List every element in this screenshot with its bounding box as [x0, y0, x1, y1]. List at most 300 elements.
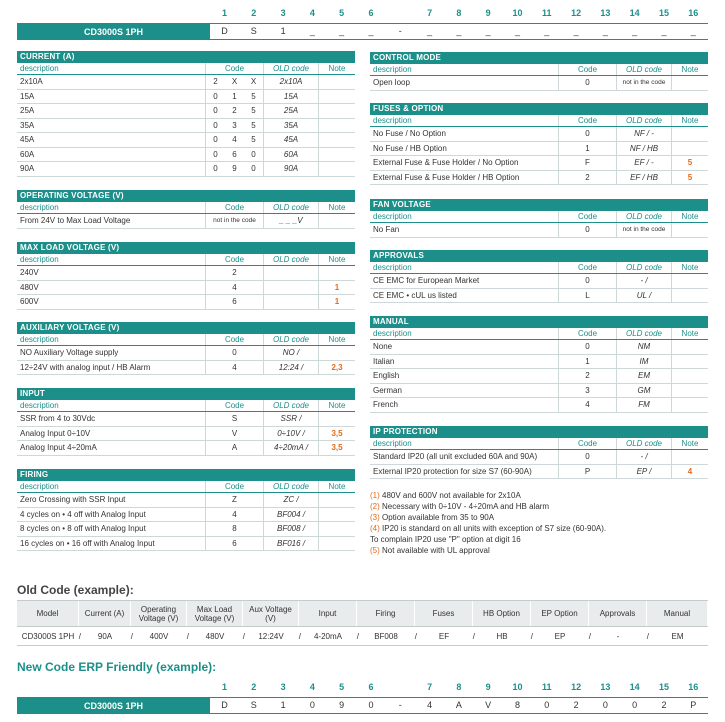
- row-code: 0: [205, 346, 263, 360]
- section-control-mode: [370, 52, 708, 91]
- row-old-code: 12:24 /: [263, 361, 318, 375]
- row-description: No Fuse / No Option: [373, 129, 446, 138]
- row-old-code: EP /: [616, 465, 671, 479]
- row-old-code: - /: [616, 274, 671, 288]
- code-cells: [210, 23, 708, 40]
- row-old-code: NF / -: [616, 127, 671, 141]
- code-cell: _: [661, 26, 667, 36]
- column-header-row: [370, 115, 708, 127]
- row-old-code: IM: [616, 355, 671, 369]
- digit-number: 6: [368, 8, 374, 18]
- old-code-value: [243, 627, 299, 645]
- col-old-code: OLD code: [263, 400, 318, 411]
- digit-number: 13: [600, 682, 611, 692]
- code-cell: V: [485, 700, 492, 710]
- code-cell: _: [544, 26, 550, 36]
- column-header-row: [370, 328, 708, 340]
- row-note: 3,5: [318, 441, 355, 455]
- row-code-digit: 6: [232, 149, 237, 159]
- row-old-code: not in the code: [616, 76, 671, 90]
- section-title: APPROVALS: [370, 250, 708, 262]
- row-description: 2x10A: [20, 77, 43, 86]
- separator-slash: /: [472, 631, 475, 641]
- old-code-header: Max Load Voltage (V): [187, 601, 243, 626]
- row-old-code: 0÷10V /: [263, 427, 318, 441]
- footnote-number: (5): [370, 546, 380, 555]
- col-note: Note: [318, 63, 355, 74]
- row-description: From 24V to Max Load Voltage: [20, 216, 131, 225]
- row-code: 0: [558, 274, 616, 288]
- row-code: 0: [558, 450, 616, 464]
- column-header-row: [17, 63, 355, 75]
- col-note: Note: [318, 254, 355, 265]
- row-code: 6: [205, 537, 263, 551]
- row-description: 16 cycles on • 16 off with Analog Input: [20, 538, 155, 548]
- col-note: Note: [318, 334, 355, 345]
- digit-number: 2: [251, 682, 257, 692]
- row-code-digit: 1: [232, 91, 237, 101]
- row-code: 1: [558, 355, 616, 369]
- row-old-code: not in the code: [616, 223, 671, 237]
- footnote: [370, 501, 710, 512]
- row-note: 2,3: [318, 361, 355, 375]
- footnote-text: IP20 is standard on all units with exception of S7 size (60-90A).: [382, 524, 607, 533]
- code-cell: 0: [309, 700, 315, 710]
- old-code-value-text: HB: [496, 631, 508, 641]
- footnotes: [370, 490, 710, 556]
- row-code: P: [558, 465, 616, 479]
- digit-number: 16: [688, 8, 699, 18]
- code-cell: _: [573, 26, 579, 36]
- row-description: 240V: [20, 268, 39, 277]
- row-note: [671, 355, 708, 369]
- row-note: [671, 127, 708, 141]
- code-cell: 2: [573, 700, 579, 710]
- col-code: Code: [205, 202, 263, 213]
- column-header-row: [17, 254, 355, 266]
- column-header-row: [370, 262, 708, 274]
- row-note: [671, 450, 708, 464]
- col-code: Code: [558, 438, 616, 449]
- row-old-code: - /: [616, 450, 671, 464]
- table-row: [370, 340, 708, 355]
- old-code-header: Manual: [647, 601, 708, 626]
- table-row: [17, 427, 355, 442]
- section-title: MANUAL: [370, 316, 708, 328]
- digit-number: 2: [251, 8, 257, 18]
- footnote-number: (1): [370, 491, 380, 500]
- footnote: [370, 512, 710, 523]
- row-code: [205, 104, 263, 118]
- section-firing: [17, 469, 355, 551]
- row-code: 1: [558, 142, 616, 156]
- code-cell: _: [427, 26, 433, 36]
- col-note: Note: [318, 202, 355, 213]
- row-note: [318, 266, 355, 280]
- footnote: [370, 545, 710, 556]
- footnote-text: Option available from 35 to 90A: [382, 513, 495, 522]
- row-note: [318, 104, 355, 118]
- code-cell: S: [250, 26, 257, 36]
- code-cell: _: [690, 26, 696, 36]
- table-row: [17, 266, 355, 281]
- code-cell: D: [221, 700, 228, 710]
- row-code-digit: X: [250, 77, 257, 86]
- digit-number: 8: [456, 8, 462, 18]
- code-cell: 0: [602, 700, 608, 710]
- row-old-code: NM: [616, 340, 671, 354]
- row-old-code: GM: [616, 384, 671, 398]
- separator-slash: /: [242, 631, 245, 641]
- table-row: [370, 274, 708, 289]
- digit-number: 3: [280, 8, 286, 18]
- row-code: [205, 133, 263, 147]
- col-old-code: OLD code: [616, 262, 671, 273]
- digit-number: 9: [485, 8, 491, 18]
- col-note: Note: [671, 328, 708, 339]
- row-note: [671, 369, 708, 383]
- row-old-code: EF / HB: [616, 171, 671, 185]
- row-code-digit: 3: [232, 120, 237, 130]
- row-old-code: BF016 /: [263, 537, 318, 551]
- row-code-digit: 0: [213, 106, 218, 115]
- separator-slash: /: [646, 631, 649, 641]
- row-description: 35A: [20, 120, 35, 130]
- row-old-code: 2x10A: [263, 75, 318, 89]
- row-code: 4: [205, 281, 263, 295]
- row-description: Standard IP20 (all unit excluded 60A and 90A): [373, 452, 538, 461]
- table-row: [370, 142, 708, 157]
- row-code-digit: 0: [213, 164, 218, 173]
- old-code-header: Operating Voltage (V): [131, 601, 187, 626]
- section-title: IP PROTECTION: [370, 426, 708, 438]
- old-code-value: [415, 627, 473, 645]
- table-row: [17, 537, 355, 552]
- table-row: [17, 119, 355, 134]
- row-description: Analog Input 0÷10V: [20, 428, 91, 438]
- row-old-code: BF008 /: [263, 522, 318, 536]
- row-note: [671, 384, 708, 398]
- row-description: CE EMC for European Market: [373, 276, 480, 285]
- row-description: 480V: [20, 282, 39, 292]
- old-code-value: [589, 627, 647, 645]
- separator-slash: /: [186, 631, 189, 641]
- col-description: description: [373, 329, 412, 338]
- table-row: [370, 369, 708, 384]
- section-title: AUXILIARY VOLTAGE (V): [17, 322, 355, 334]
- col-description: description: [373, 263, 412, 272]
- model-label: CD3000S 1PH: [17, 23, 210, 40]
- row-code-digit: X: [231, 77, 238, 86]
- new-code-cells: [210, 697, 708, 714]
- row-description: French: [373, 400, 398, 409]
- row-code: 0: [558, 127, 616, 141]
- digit-number: 14: [629, 8, 640, 18]
- row-note: [318, 412, 355, 426]
- row-old-code: EF / -: [616, 156, 671, 170]
- separator-slash: /: [414, 631, 417, 641]
- separator-slash: /: [530, 631, 533, 641]
- separator-slash: /: [356, 631, 359, 641]
- digit-number: 8: [456, 682, 462, 692]
- col-description: description: [20, 401, 59, 410]
- old-code-value-text: EF: [438, 631, 450, 641]
- old-code-value-text: 12:24V: [258, 631, 284, 641]
- row-old-code: _ _ _V: [263, 214, 318, 228]
- footnote-text: Necessary with 0÷10V - 4÷20mA and HB alarm: [382, 502, 550, 511]
- row-note: [671, 76, 708, 90]
- row-old-code: 25A: [263, 104, 318, 118]
- code-cell: _: [632, 26, 638, 36]
- row-description: 12÷24V with analog input / HB Alarm: [20, 362, 151, 372]
- row-code-digit: 0: [213, 120, 218, 130]
- row-note: 5: [671, 171, 708, 185]
- footnote: [370, 534, 710, 545]
- col-note: Note: [318, 481, 355, 492]
- separator-slash: /: [298, 631, 301, 641]
- table-row: [17, 412, 355, 427]
- code-cell: _: [368, 26, 374, 36]
- section-current-a: [17, 51, 355, 177]
- row-note: [318, 119, 355, 133]
- section-fuses-option: [370, 103, 708, 185]
- row-old-code: FM: [616, 398, 671, 412]
- old-code-header: Aux Voltage (V): [243, 601, 299, 626]
- row-old-code: 4÷20mA /: [263, 441, 318, 455]
- row-old-code: ZC /: [263, 493, 318, 507]
- col-description: description: [373, 212, 412, 221]
- row-note: 1: [318, 281, 355, 295]
- row-code-digit: 0: [251, 164, 256, 173]
- col-note: Note: [318, 400, 355, 411]
- code-cell: 4: [427, 700, 433, 710]
- table-row: [370, 127, 708, 142]
- col-code: Code: [205, 254, 263, 265]
- code-cell: P: [690, 700, 697, 710]
- code-cell: _: [339, 26, 345, 36]
- row-note: [318, 75, 355, 89]
- col-description: description: [20, 64, 59, 73]
- code-cell: -: [398, 700, 402, 710]
- old-code-header: HB Option: [473, 601, 531, 626]
- section-manual: [370, 316, 708, 413]
- row-note: [671, 289, 708, 303]
- col-code: Code: [558, 262, 616, 273]
- col-description: description: [20, 482, 59, 491]
- row-old-code: NO /: [263, 346, 318, 360]
- footnote-number: (3): [370, 513, 380, 522]
- col-description: description: [20, 255, 59, 264]
- row-old-code: 35A: [263, 119, 318, 133]
- table-row: [17, 295, 355, 310]
- digit-number: 15: [658, 8, 669, 18]
- table-row: [17, 508, 355, 523]
- row-code: [205, 75, 263, 89]
- old-code-value: [647, 627, 708, 645]
- digit-number: 13: [600, 8, 611, 18]
- code-cell: 0: [544, 700, 550, 710]
- row-code-digit: 2: [232, 106, 237, 115]
- section-ip-protection: [370, 426, 708, 479]
- col-code: Code: [558, 211, 616, 222]
- col-old-code: OLD code: [616, 211, 671, 222]
- column-header-row: [370, 438, 708, 450]
- old-code-value: [187, 627, 243, 645]
- row-note: [318, 522, 355, 536]
- table-row: [17, 361, 355, 376]
- row-code: 0: [558, 223, 616, 237]
- code-cell: -: [398, 26, 402, 36]
- footnote: [370, 523, 710, 534]
- row-old-code: 45A: [263, 133, 318, 147]
- row-code: not in the code: [205, 214, 263, 228]
- code-cell: A: [455, 700, 462, 710]
- row-code: 4: [205, 508, 263, 522]
- digit-number: 7: [427, 8, 433, 18]
- row-description: German: [373, 385, 402, 395]
- col-note: Note: [671, 115, 708, 126]
- digit-number: 4: [309, 682, 315, 692]
- row-code: 2: [205, 266, 263, 280]
- column-header-row: [17, 400, 355, 412]
- code-cell: _: [309, 26, 315, 36]
- col-description: description: [20, 335, 59, 344]
- row-old-code: BF004 /: [263, 508, 318, 522]
- row-code: 2: [558, 369, 616, 383]
- code-cell: _: [485, 26, 491, 36]
- old-code-header-row: [17, 600, 708, 626]
- digit-number: 10: [512, 682, 523, 692]
- row-note: [318, 346, 355, 360]
- old-code-table: [17, 600, 708, 646]
- digit-number: 9: [485, 682, 491, 692]
- col-description: description: [373, 65, 412, 74]
- table-row: [17, 214, 355, 229]
- old-code-header: Approvals: [589, 601, 647, 626]
- digit-number: 15: [658, 682, 669, 692]
- section-input: [17, 388, 355, 456]
- row-description: English: [373, 371, 400, 380]
- section-title: OPERATING VOLTAGE (V): [17, 190, 355, 202]
- column-header-row: [17, 481, 355, 493]
- row-code: [205, 162, 263, 176]
- footnote-text: To complain IP20 use "P" option at digit 16: [370, 535, 521, 544]
- code-cell: 9: [339, 700, 345, 710]
- row-code: 3: [558, 384, 616, 398]
- row-note: 1: [318, 295, 355, 309]
- digit-number: 1: [221, 682, 227, 692]
- code-grid-new: [17, 682, 708, 716]
- section-title: FAN VOLTAGE: [370, 199, 708, 211]
- col-description: description: [373, 439, 412, 448]
- row-code: V: [205, 427, 263, 441]
- table-row: [370, 465, 708, 480]
- row-description: Zero Crossing with SSR Input: [20, 495, 126, 504]
- old-code-value: [473, 627, 531, 645]
- digit-number: 10: [512, 8, 523, 18]
- row-note: [671, 142, 708, 156]
- row-description: Open loop: [373, 78, 410, 87]
- section-title: MAX LOAD VOLTAGE (V): [17, 242, 355, 254]
- old-code-value-text: 4-20mA: [313, 631, 342, 641]
- old-code-value-row: [17, 626, 708, 646]
- row-note: [318, 133, 355, 147]
- col-code: Code: [558, 328, 616, 339]
- col-code: Code: [205, 63, 263, 74]
- row-old-code: SSR /: [263, 412, 318, 426]
- digit-number: 12: [571, 8, 582, 18]
- row-description: 15A: [20, 91, 35, 101]
- col-description: description: [373, 116, 412, 125]
- col-old-code: OLD code: [263, 254, 318, 265]
- col-note: Note: [671, 438, 708, 449]
- old-code-value: [17, 627, 79, 645]
- old-code-value-text: EM: [671, 631, 684, 641]
- table-row: [17, 441, 355, 456]
- row-code: 2: [558, 171, 616, 185]
- row-code: S: [205, 412, 263, 426]
- row-old-code: [263, 281, 318, 295]
- old-code-value: [79, 627, 131, 645]
- row-note: [671, 274, 708, 288]
- table-row: [17, 346, 355, 361]
- row-code-digit: 5: [251, 91, 256, 101]
- col-code: Code: [205, 334, 263, 345]
- table-row: [370, 384, 708, 399]
- footnote-text: Not available with UL approval: [382, 546, 490, 555]
- col-note: Note: [671, 64, 708, 75]
- section-operating-voltage-v: [17, 190, 355, 229]
- row-code: 0: [558, 340, 616, 354]
- row-note: [318, 214, 355, 228]
- separator-slash: /: [78, 631, 81, 641]
- code-cell: 0: [632, 700, 638, 710]
- column-header-row: [17, 202, 355, 214]
- column-header-row: [370, 211, 708, 223]
- code-cell: 2: [661, 700, 667, 710]
- row-note: [318, 508, 355, 522]
- old-code-header: Current (A): [79, 601, 131, 626]
- old-code-value-text: BF008: [374, 631, 398, 641]
- row-description: CE EMC • cUL us listed: [373, 290, 457, 300]
- table-row: [370, 398, 708, 413]
- row-description: 90A: [20, 164, 35, 173]
- row-code-digit: 9: [232, 164, 237, 173]
- row-old-code: EM: [616, 369, 671, 383]
- old-code-value-text: EP: [554, 631, 566, 641]
- digit-numbers-new: [210, 682, 708, 694]
- code-cell: 0: [368, 700, 374, 710]
- row-note: [318, 537, 355, 551]
- footnote-text: 480V and 600V not available for 2x10A: [382, 491, 521, 500]
- code-cell: 1: [280, 700, 286, 710]
- digit-number: 14: [629, 682, 640, 692]
- old-code-header: Input: [299, 601, 357, 626]
- old-code-header: EP Option: [531, 601, 589, 626]
- row-description: 60A: [20, 149, 35, 159]
- table-row: [370, 450, 708, 465]
- row-code-digit: 4: [232, 135, 237, 144]
- row-code: L: [558, 289, 616, 303]
- row-description: None: [373, 342, 393, 351]
- row-note: 5: [671, 156, 708, 170]
- table-row: [17, 493, 355, 508]
- old-code-value: [299, 627, 357, 645]
- column-header-row: [17, 334, 355, 346]
- digit-number: 1: [221, 8, 227, 18]
- row-note: [671, 340, 708, 354]
- row-description: 8 cycles on • 8 off with Analog Input: [20, 524, 146, 533]
